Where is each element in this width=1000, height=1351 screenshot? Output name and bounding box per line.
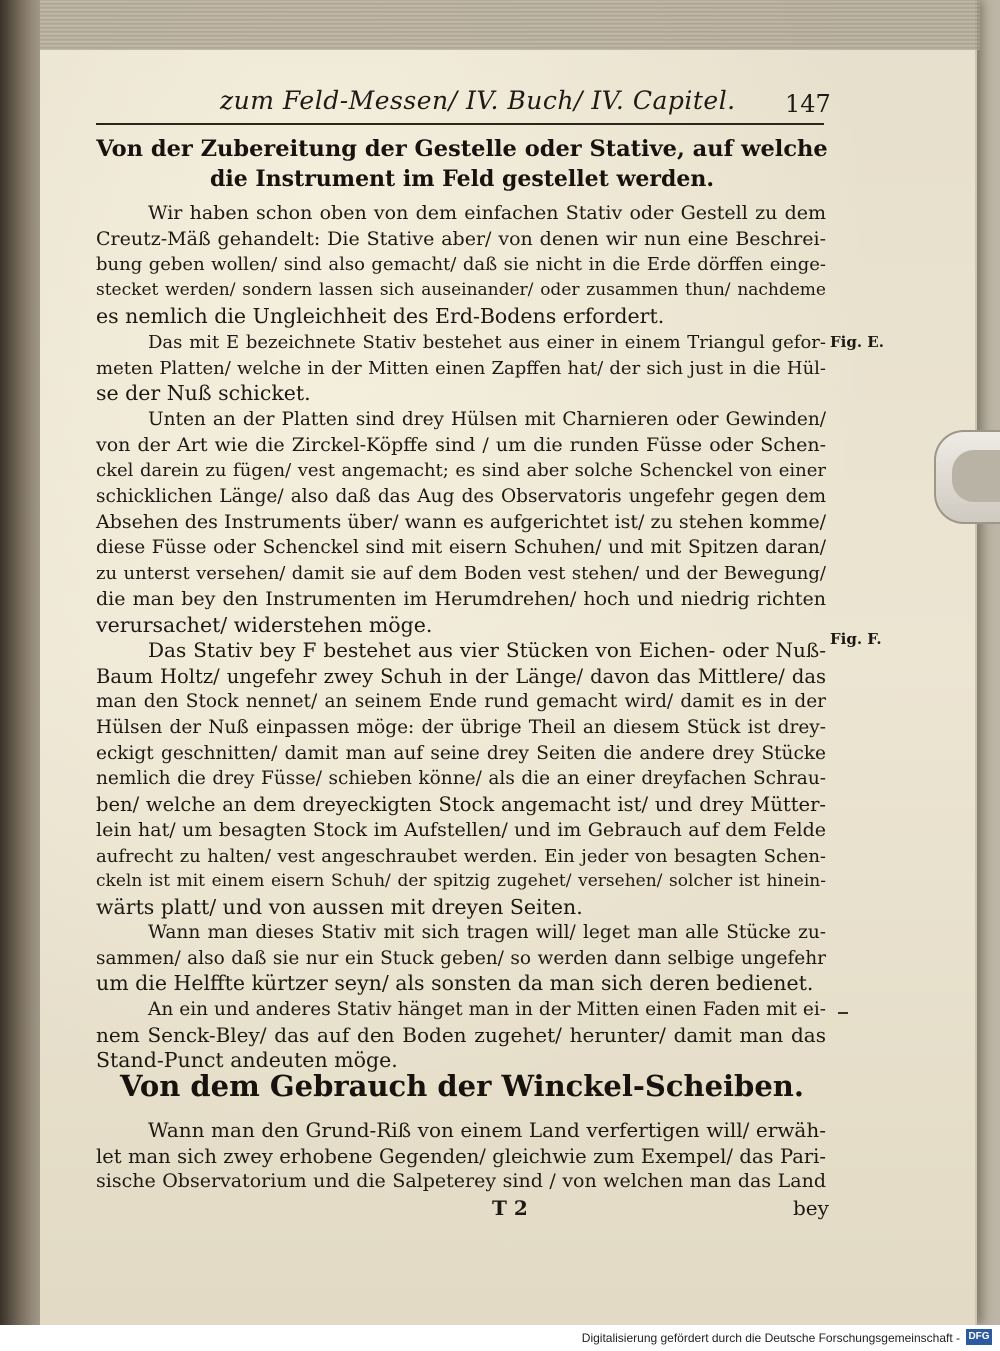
text-line: Das Stativ bey F bestehet aus vier Stücken von Eichen- oder Nuß- — [148, 638, 826, 662]
text-line: diese Füsse oder Schenckel sind mit eisern Schuhen/ und mit Spitzen daran/ — [96, 537, 826, 559]
text-line: Absehen des Instruments über/ wann es aufgerichtet ist/ zu stehen komme/ — [96, 510, 826, 533]
text-line: man den Stock nennet/ an seinem Ende rund gemacht wird/ damit es in der — [96, 691, 826, 713]
text-line: nem Senck-Bley/ das auf den Boden zugehet/ herunter/ damit man das — [96, 1022, 826, 1047]
text-line: lein hat/ um besagten Stock im Aufstellen/ und im Gebrauch auf dem Felde — [96, 818, 826, 841]
text-line: schicklichen Länge/ also daß das Aug des Observatoris ungefehr gegen dem — [96, 486, 826, 508]
text-line: ben/ welche an dem dreyeckigten Stock angemacht ist/ und drey Mütter- — [96, 793, 826, 817]
text-line: Wir haben schon oben von dem einfachen Stativ oder Gestell zu dem — [148, 202, 826, 224]
paragraph — [96, 407, 826, 638]
footer-credit: Digitalisierung gefördert durch die Deutsche Forschungsgemeinschaft - — [581, 1331, 960, 1345]
text-line: Stand-Punct andeuten möge. — [96, 1048, 398, 1073]
bookmark-tab-hole — [952, 450, 1000, 502]
paragraph — [96, 201, 826, 329]
text-line: aufrecht zu halten/ vest angeschraubet werden. Ein jeder von besagten Schen- — [96, 845, 826, 867]
text-line: meten Platten/ welche in der Mitten einen Zapffen hat/ der sich just in die Hül- — [96, 357, 826, 379]
running-head: zum Feld-Messen/ IV. Buch/ IV. Capitel. — [220, 86, 736, 115]
header-rule — [96, 123, 824, 125]
margin-note-fig-e: Fig. E. — [830, 333, 884, 351]
text-line: um die Helffte kürtzer seyn/ als sonsten da man sich deren bedienet. — [96, 971, 814, 996]
text-line: let man sich zwey erhobene Gegenden/ gleichwie zum Exempel/ das Pari- — [96, 1144, 826, 1168]
text-line: wärts platt/ und von aussen mit dreyen Seiten. — [96, 894, 583, 919]
text-line: Hülsen der Nuß einpassen möge: der übrige Theil an diesem Stück ist drey- — [96, 717, 826, 739]
text-line: ckeln ist mit einem eisern Schuh/ der spitzig zugehet/ versehen/ solcher ist hinein- — [96, 871, 826, 892]
text-line: Baum Holtz/ ungefehr zwey Schuh in der Länge/ davon das Mittlere/ das — [96, 664, 826, 688]
chapter-title-line2: die Instrument im Feld gestellet werden. — [209, 166, 715, 192]
text-line: An ein und anderes Stativ hänget man in der Mitten einen Faden mit ei- — [148, 999, 826, 1020]
text-line: Wann man dieses Stativ mit sich tragen will/ leget man alle Stücke zu- — [148, 922, 826, 943]
page-stack-edge — [40, 0, 980, 50]
margin-dash — [838, 1012, 848, 1014]
text-line: die man bey den Instrumenten im Herumdrehen/ hoch und niedrig richten — [96, 587, 826, 610]
paragraph — [96, 997, 826, 1074]
text-line: Das mit E bezeichnete Stativ bestehet aus einer in einem Triangul gefor- — [148, 332, 826, 353]
signature-mark: T 2 — [492, 1196, 528, 1220]
chapter-title-line1: Von der Zubereitung der Gestelle oder Stative, auf welche — [96, 136, 828, 162]
text-line: bung geben wollen/ sind also gemacht/ daß sie nicht in die Erde dörffen einge- — [96, 254, 826, 276]
text-line: sammen/ also daß sie nur ein Stuck geben/ so werden dann selbige ungefehr — [96, 947, 826, 969]
paragraph — [96, 638, 826, 921]
text-line: es nemlich die Ungleichheit des Erd-Bodens erfordert. — [96, 303, 665, 328]
text-line: von der Art wie die Zirckel-Köpffe sind / um die runden Füsse oder Schen- — [96, 433, 826, 456]
page-number: 147 — [785, 90, 831, 118]
text-line: ckel darein zu fügen/ vest angemacht; es sind aber solche Schenckel von einer — [96, 460, 826, 482]
text-line: se der Nuß schicket. — [96, 381, 311, 406]
margin-note-fig-f: Fig. F. — [830, 630, 882, 648]
text-line: Unten an der Platten sind drey Hülsen mit Charnieren oder Gewinden/ — [148, 409, 826, 430]
section-title: Von dem Gebrauch der Winckel-Scheiben. — [120, 1069, 804, 1103]
text-line: sische Observatorium und die Salpeterey sind / von welchen man das Land — [96, 1170, 826, 1193]
text-line: verursachet/ widerstehen möge. — [96, 612, 433, 637]
dfg-logo: DFG — [966, 1329, 992, 1345]
catchword: bey — [793, 1196, 829, 1220]
footer-bar — [0, 1325, 1000, 1351]
text-line: eckigt geschnitten/ damit man auf seine drey Seiten die andere drey Stücke — [96, 742, 826, 764]
text-line: zu unterst versehen/ damit sie auf dem Boden vest stehen/ und der Bewegung/ — [96, 563, 826, 585]
text-line: Creutz-Mäß gehandelt: Die Stative aber/ von denen wir nun eine Beschrei- — [96, 227, 826, 250]
text-line: stecket werden/ sondern lassen sich auseinander/ oder zusammen thun/ nachdeme — [96, 280, 826, 301]
paragraph — [96, 920, 826, 997]
paragraph — [96, 1118, 826, 1195]
text-line: Wann man den Grund-Riß von einem Land verfertigen will/ erwäh- — [148, 1118, 826, 1142]
paragraph — [96, 330, 826, 407]
text-line: nemlich die drey Füsse/ schieben könne/ als die an einer dreyfachen Schrau- — [96, 768, 826, 790]
